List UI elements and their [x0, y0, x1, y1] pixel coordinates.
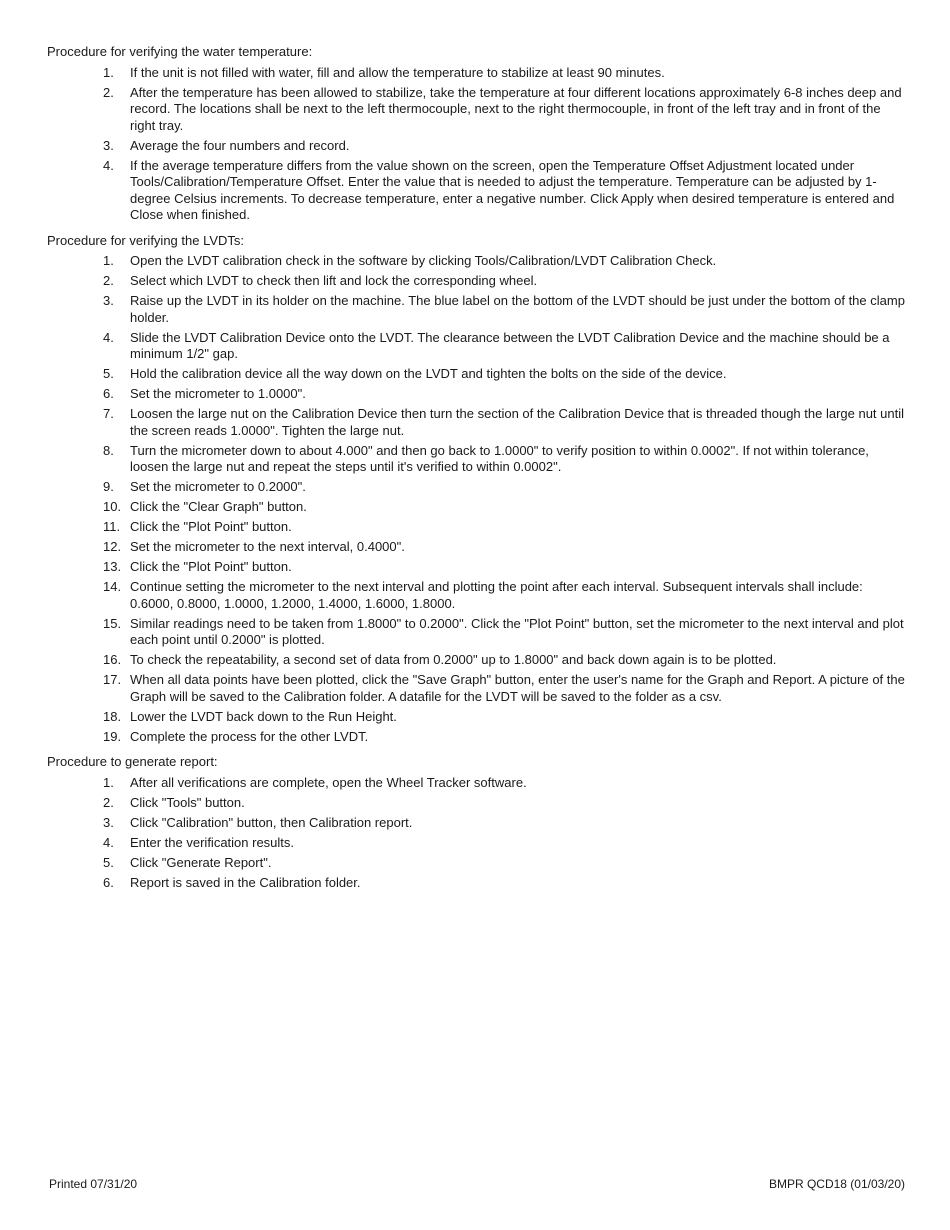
step-text: Click "Generate Report". [130, 854, 272, 870]
step-text: Average the four numbers and record. [130, 137, 350, 153]
list-item [47, 875, 907, 892]
list-item [47, 85, 907, 135]
step-number: 15. [103, 615, 122, 631]
list-item [47, 253, 907, 270]
list-item [47, 672, 907, 705]
step-text: Turn the micrometer down to about 4.000" and then go back to 1.0000" to verify position to within 0.0002". If not within tolerance, loosen the large nut and repeat the steps until it's verified to within 0.0002". [130, 442, 869, 474]
step-number: 3. [103, 814, 114, 830]
section-title: Procedure for verifying the water temperature: [47, 44, 313, 59]
step-text: Open the LVDT calibration check in the software by clicking Tools/Calibration/LVDT Calibration Check. [130, 253, 717, 268]
list-item [47, 855, 907, 872]
list-item [47, 519, 907, 536]
step-text: Click "Tools" button. [130, 794, 245, 810]
step-number: 4. [103, 834, 114, 850]
footer-document-code: BMPR QCD18 (01/03/20) [768, 1177, 905, 1191]
step-number: 8. [103, 442, 114, 458]
step-text: Click "Calibration" button, then Calibration report. [130, 814, 413, 830]
list-item [47, 835, 907, 852]
step-number: 19. [103, 728, 122, 744]
list-item [47, 559, 907, 576]
step-text: After the temperature has been allowed to stabilize, take the temperature at four different locations approximately 6-8 inches deep and record. The locations shall be next to the left thermocouple, next to the right thermocouple, in front of the left tray and in front of the right tray. [130, 84, 902, 133]
step-text: Report is saved in the Calibration folder. [130, 874, 361, 890]
step-number: 4. [103, 157, 114, 173]
list-item [47, 616, 907, 649]
step-number: 2. [103, 84, 114, 100]
step-text: If the average temperature differs from the value shown on the screen, open the Temperature Offset Adjustment located under Tools/Calibration/Temperature Offset. Enter the value that is needed to adjust the temperature. Temperature can be adjusted by 1-degree Celsius increments. To decrease temperature, enter a negative number. Click Apply when desired temperature is entered and Close when finished. [130, 157, 895, 222]
section-title: Procedure for verifying the LVDTs: [47, 232, 245, 248]
list-item [47, 386, 907, 403]
water-temperature-steps [47, 65, 907, 224]
step-number: 6. [103, 874, 114, 890]
list-item [47, 652, 907, 669]
report-steps [47, 775, 907, 892]
list-item [47, 579, 907, 612]
list-item [47, 539, 907, 556]
step-text: Loosen the large nut on the Calibration Device then turn the section of the Calibration Device that is threaded though the large nut until the screen reads 1.0000". Tighten the large nut. [130, 406, 904, 438]
report-section [47, 754, 907, 891]
list-item [47, 406, 907, 439]
step-text: Lower the LVDT back down to the Run Height. [130, 708, 397, 724]
step-number: 2. [103, 794, 114, 810]
step-number: 2. [103, 273, 114, 288]
step-number: 13. [103, 559, 122, 574]
step-number: 1. [103, 64, 114, 80]
step-text: Similar readings need to be taken from 1.8000" to 0.2000". Click the "Plot Point" button, set the micrometer to the next interval and plot each point until 0.2000" is plotted. [130, 615, 904, 647]
step-number: 16. [103, 652, 122, 667]
list-item [47, 293, 907, 326]
list-item [47, 366, 907, 383]
step-number: 11. [103, 519, 121, 534]
lvdt-steps [47, 253, 907, 745]
step-text: Hold the calibration device all the way down on the LVDT and tighten the bolts on the side of the device. [130, 366, 727, 381]
step-text: When all data points have been plotted, click the "Save Graph" button, enter the user's name for the Graph and Report. A picture of the Graph will be saved to the Calibration folder. A datafile for the LVDT will be saved to the folder as a csv. [130, 672, 905, 704]
step-number: 1. [103, 774, 114, 790]
step-text: Set the micrometer to 0.2000". [130, 479, 306, 494]
step-number: 18. [103, 708, 122, 724]
step-text: Select which LVDT to check then lift and lock the corresponding wheel. [130, 273, 538, 288]
list-item [47, 709, 907, 726]
step-text: Click the "Plot Point" button. [130, 519, 292, 534]
section-title: Procedure to generate report: [47, 754, 218, 769]
list-item [47, 775, 907, 792]
list-item [47, 330, 907, 363]
step-number: 6. [103, 386, 114, 401]
step-number: 5. [103, 854, 114, 870]
list-item [47, 479, 907, 496]
list-item [47, 65, 907, 82]
step-number: 3. [103, 137, 114, 153]
step-number: 10. [103, 499, 122, 514]
water-temperature-section [47, 44, 907, 224]
step-text: Enter the verification results. [130, 834, 295, 850]
document-body [47, 44, 907, 900]
step-text: Continue setting the micrometer to the next interval and plotting the point after each interval. Subsequent intervals shall include: 0.6000, 0.8000, 1.0000, 1.2000, 1.4000, 1.6000, 1.8000. [130, 579, 863, 611]
list-item [47, 815, 907, 832]
step-number: 3. [103, 293, 114, 308]
step-text: Click the "Plot Point" button. [130, 559, 292, 574]
list-item [47, 138, 907, 155]
list-item [47, 499, 907, 516]
footer-printed-date: Printed 07/31/20 [49, 1177, 138, 1191]
step-text: Complete the process for the other LVDT. [130, 728, 369, 744]
step-text: After all verifications are complete, open the Wheel Tracker software. [130, 774, 527, 790]
list-item [47, 795, 907, 812]
step-text: Raise up the LVDT in its holder on the machine. The blue label on the bottom of the LVDT should be just under the bottom of the clamp holder. [130, 293, 905, 325]
step-text: Slide the LVDT Calibration Device onto the LVDT. The clearance between the LVDT Calibration Device and the machine should be a minimum 1/2" gap. [130, 329, 890, 361]
step-text: To check the repeatability, a second set of data from 0.2000" up to 1.8000" and back down again is to be plotted. [130, 652, 777, 667]
step-text: If the unit is not filled with water, fill and allow the temperature to stabilize at least 90 minutes. [130, 64, 665, 80]
step-text: Set the micrometer to 1.0000". [130, 386, 306, 401]
step-number: 12. [103, 539, 122, 554]
lvdt-section [47, 233, 907, 746]
step-number: 7. [103, 406, 114, 421]
step-text: Set the micrometer to the next interval, 0.4000". [130, 539, 405, 554]
step-number: 9. [103, 479, 114, 494]
list-item [47, 729, 907, 746]
step-text: Click the "Clear Graph" button. [130, 499, 307, 514]
list-item [47, 443, 907, 476]
step-number: 1. [103, 253, 114, 268]
step-number: 17. [103, 672, 122, 687]
list-item [47, 158, 907, 224]
step-number: 5. [103, 366, 114, 381]
step-number: 14. [103, 579, 122, 594]
step-number: 4. [103, 329, 114, 345]
list-item [47, 273, 907, 290]
